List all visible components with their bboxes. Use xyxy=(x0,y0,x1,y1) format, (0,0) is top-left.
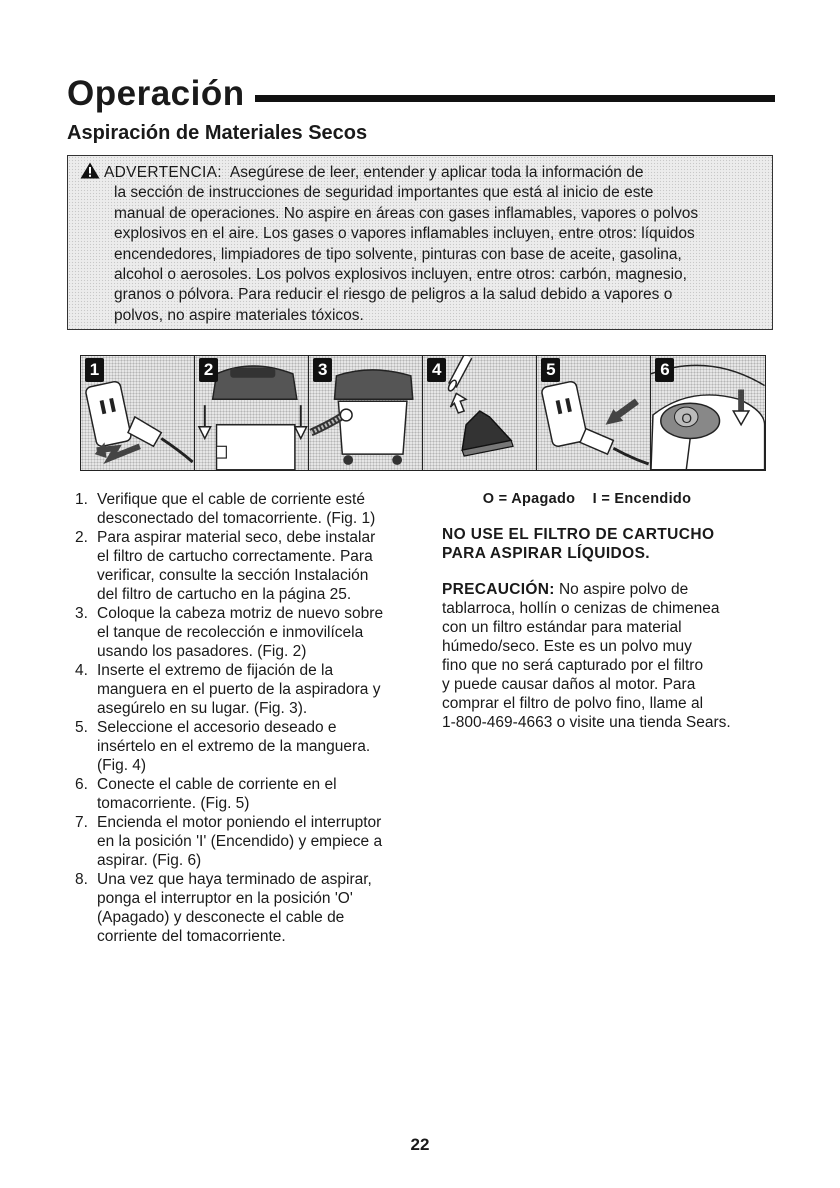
page-title: Operación xyxy=(67,74,245,113)
step-number: 8. xyxy=(75,871,88,888)
step-line: Verifique que el cable de corriente esté xyxy=(97,491,365,508)
warning-text-line: manual de operaciones. No aspire en áreas con gases inflamables, vapores o polvos xyxy=(114,204,699,222)
figure-6 xyxy=(650,355,766,471)
warning-text-line: granos o pólvora. Para reducir el riesgo de peligros a la salud debido a vapores o xyxy=(114,286,673,304)
figure-number-badge: 2 xyxy=(199,358,218,382)
warning-triangle-icon xyxy=(80,162,100,179)
step-line: Coloque la cabeza motriz de nuevo sobre xyxy=(97,605,384,622)
step-line: Conecte el cable de corriente en el xyxy=(97,776,337,793)
step-line: Una vez que haya terminado de aspirar, xyxy=(97,871,372,888)
list-item xyxy=(75,528,415,604)
step-number: 3. xyxy=(75,605,88,622)
step-number: 7. xyxy=(75,814,88,831)
figure-number-badge: 3 xyxy=(313,358,332,382)
caution-line: tablarroca, hollín o cenizas de chimenea xyxy=(442,600,720,617)
step-text xyxy=(97,661,415,718)
caution-line: 1-800-469-4663 o visite una tienda Sears. xyxy=(442,714,731,731)
warning-text-line: polvos, no aspire materiales tóxicos. xyxy=(114,306,364,324)
step-line: usando los pasadores. (Fig. 2) xyxy=(97,643,307,660)
step-text xyxy=(97,490,415,528)
section-subtitle: Aspiración de Materiales Secos xyxy=(67,122,368,144)
figure-3 xyxy=(308,355,424,471)
cartridge-filter-notice xyxy=(442,525,782,563)
list-item xyxy=(75,604,415,661)
step-number: 4. xyxy=(75,662,88,679)
warning-body xyxy=(80,183,762,326)
step-line: (Fig. 4) xyxy=(97,757,147,774)
step-number: 1. xyxy=(75,491,88,508)
step-line: corriente del tomacorriente. xyxy=(97,928,286,945)
step-line: desconectado del tomacorriente. (Fig. 1) xyxy=(97,510,376,527)
step-line: del filtro de cartucho en la página 25. xyxy=(97,586,352,603)
step-text xyxy=(97,870,415,946)
step-number: 6. xyxy=(75,776,88,793)
list-item xyxy=(75,661,415,718)
figure-number-badge: 5 xyxy=(541,358,560,382)
step-text xyxy=(97,718,415,775)
warning-text-line: encendedores, limpiadores de tipo solvente, pinturas con base de aceite, gasolina, xyxy=(114,245,682,263)
caution-line: húmedo/seco. Este es un polvo muy xyxy=(442,638,692,655)
list-item xyxy=(75,775,415,813)
warning-first-line xyxy=(80,162,762,183)
step-line: el filtro de cartucho correctamente. Para xyxy=(97,548,373,565)
caution-label: PRECAUCIÓN: xyxy=(442,581,555,598)
step-text xyxy=(97,604,415,661)
warning-text-line: Asegúrese de leer, entender y aplicar toda la información de xyxy=(229,164,644,181)
step-line: Inserte el extremo de fijación de la xyxy=(97,662,334,679)
step-line: (Apagado) y desconecte el cable de xyxy=(97,909,345,926)
step-line: insértelo en el extremo de la manguera. xyxy=(97,738,371,755)
step-line: ponga el interruptor en la posición 'O' xyxy=(97,890,353,907)
warning-label: ADVERTENCIA: xyxy=(104,164,222,181)
switch-off-mark: O xyxy=(681,410,693,426)
step-line: aspirar. (Fig. 6) xyxy=(97,852,202,869)
step-line: asegúrelo en su lugar. (Fig. 3). xyxy=(97,700,308,717)
caution-line: con un filtro estándar para material xyxy=(442,619,682,636)
step-line: Encienda el motor poniendo el interruptor xyxy=(97,814,382,831)
warning-box xyxy=(67,155,773,330)
caution-line: comprar el filtro de polvo fino, llame al xyxy=(442,695,704,712)
step-number: 5. xyxy=(75,719,88,736)
title-row xyxy=(67,70,775,118)
figure-number-badge: 1 xyxy=(85,358,104,382)
step-number: 2. xyxy=(75,529,88,546)
figure-4 xyxy=(422,355,538,471)
step-line: Seleccione el accesorio deseado e xyxy=(97,719,337,736)
switch-legend: O = Apagado I = Encendido xyxy=(482,491,692,507)
step-text xyxy=(97,528,415,604)
caution-notice xyxy=(442,580,782,732)
page-number: 22 xyxy=(410,1135,430,1154)
step-text xyxy=(97,813,415,870)
figure-5 xyxy=(536,355,652,471)
caution-line: y puede causar daños al motor. Para xyxy=(442,676,696,693)
list-item xyxy=(75,870,415,946)
notice-line: NO USE EL FILTRO DE CARTUCHO xyxy=(442,526,715,543)
warning-text-line: la sección de instrucciones de seguridad importantes que está al inicio de este xyxy=(114,184,654,202)
caution-line: fino que no será capturado por el filtro xyxy=(442,657,704,674)
list-item xyxy=(75,813,415,870)
caution-text: No aspire polvo de xyxy=(554,581,689,598)
notice-line: PARA ASPIRAR LÍQUIDOS. xyxy=(442,545,651,562)
step-text xyxy=(97,775,415,813)
figure-1 xyxy=(80,355,196,471)
step-line: Para aspirar material seco, debe instalar xyxy=(97,529,376,546)
list-item xyxy=(75,718,415,775)
figure-number-badge: 4 xyxy=(427,358,446,382)
step-line: tomacorriente. (Fig. 5) xyxy=(97,795,250,812)
step-line: en la posición 'I' (Encendido) y empiece a xyxy=(97,833,383,850)
step-line: verificar, consulte la sección Instalación xyxy=(97,567,369,584)
step-line: manguera en el puerto de la aspiradora y xyxy=(97,681,381,698)
notes-column xyxy=(442,490,782,732)
warning-text-line: explosivos en el aire. Los gases o vapores inflamables incluyen, entre otros: líquidos xyxy=(114,225,695,243)
list-item xyxy=(75,490,415,528)
figure-number-badge: 6 xyxy=(655,358,674,382)
instruction-steps xyxy=(75,490,415,946)
caution-line xyxy=(442,580,782,599)
figure-2 xyxy=(194,355,310,471)
step-line: el tanque de recolección e inmovilícela xyxy=(97,624,364,641)
title-rule xyxy=(255,95,775,102)
warning-text-line: alcohol o aerosoles. Los polvos explosivos incluyen, entre otros: carbón, magnesio, xyxy=(114,266,687,284)
figure-strip xyxy=(80,355,774,471)
